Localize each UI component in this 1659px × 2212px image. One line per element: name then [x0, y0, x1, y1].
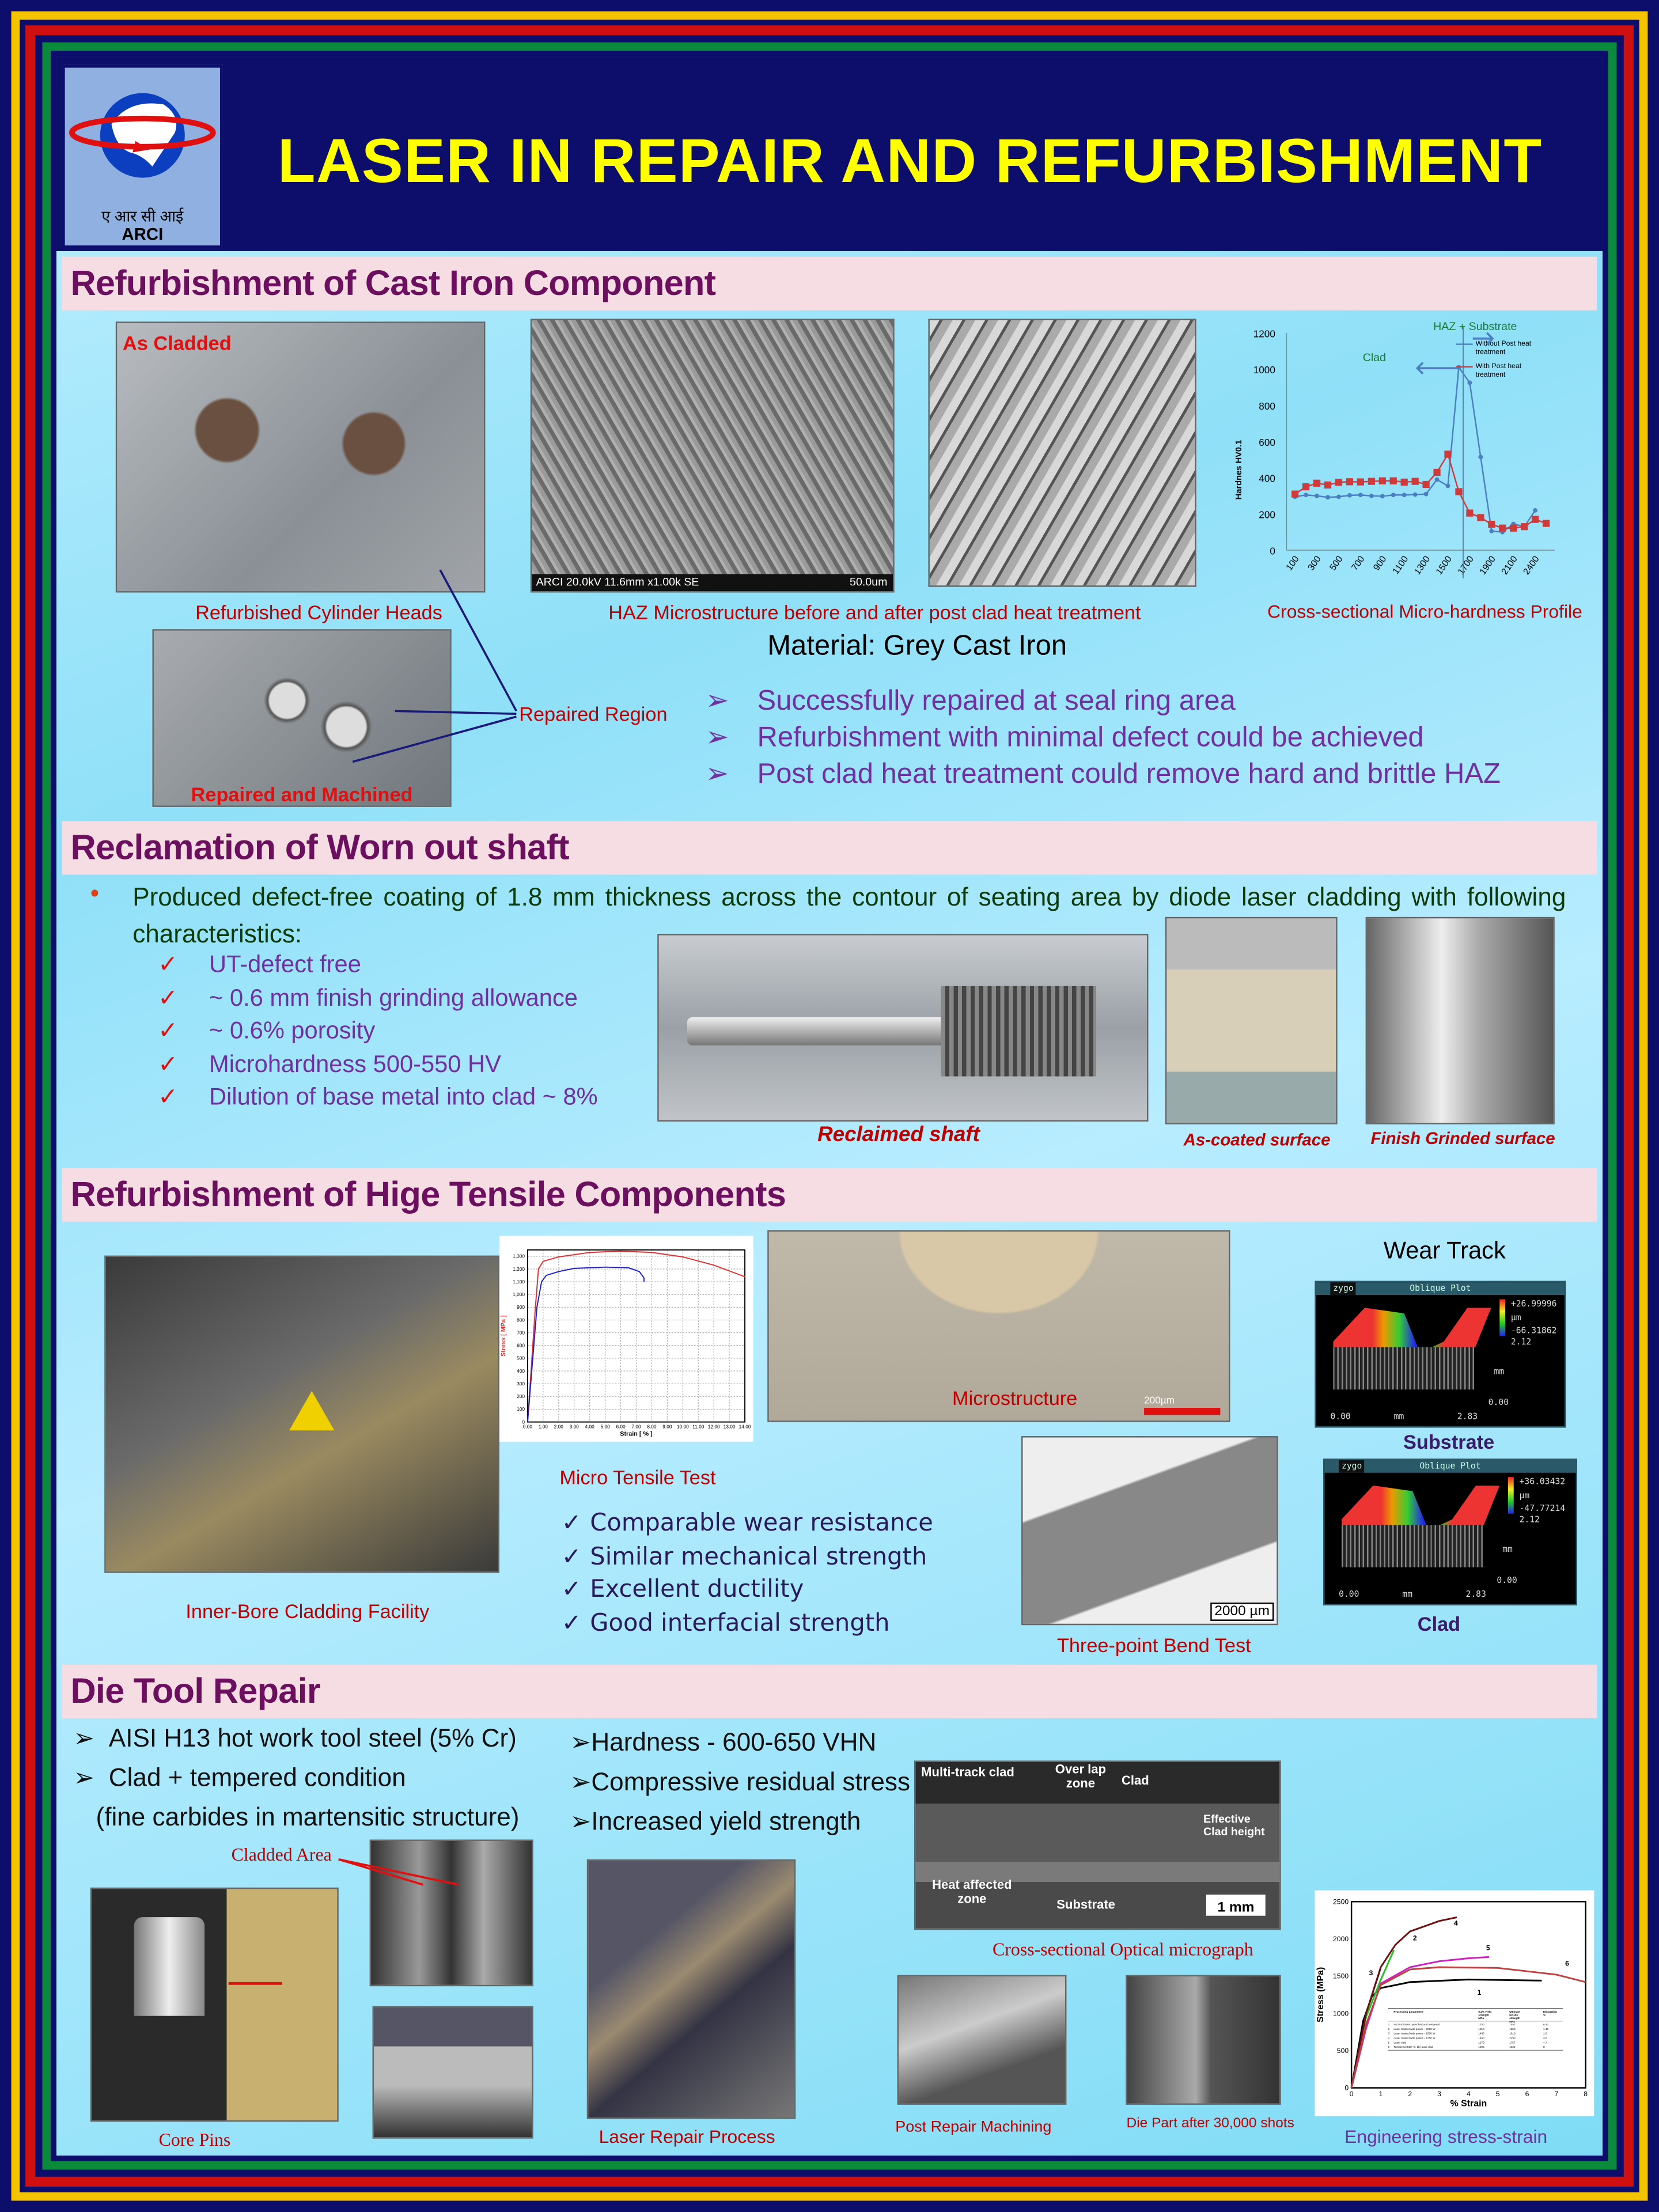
page-title: LASER IN REPAIR AND REFURBISHMENT [277, 127, 1543, 196]
table-cell: 5 [1388, 2041, 1390, 2044]
check-icon: ✓ [561, 1575, 582, 1604]
check-text: ~ 0.6% porosity [209, 1017, 376, 1044]
hardness-profile-chart [1230, 316, 1592, 593]
data-point [1291, 491, 1298, 498]
series-line-4 [1351, 1917, 1457, 2088]
check-icon: ✓ [158, 950, 179, 978]
globe-icon [65, 68, 220, 209]
zygo-unit: µm [1510, 1313, 1521, 1324]
check-icon: ✓ [158, 984, 179, 1011]
table-cell: Tempered (550 °C, 2h) laser clad [1393, 2046, 1433, 2049]
data-point [1413, 493, 1418, 497]
table-cell: 1850 [1509, 2027, 1516, 2031]
zygo-title-bar [1325, 1460, 1576, 1473]
caption-as-coated: As-coated surface [1183, 1130, 1331, 1150]
y-tick-label: 400 [1259, 472, 1275, 484]
table-cell: 1.45 [1543, 2027, 1549, 2031]
post-repair-photo [897, 1975, 1067, 2105]
section-heading-cast-iron: Refurbishment of Cast Iron Component [62, 257, 1597, 310]
data-point [1422, 481, 1429, 488]
cladded-area-label: Cladded Area [231, 1843, 332, 1865]
check-text: Similar mechanical strength [590, 1542, 927, 1571]
caption-inner-bore: Inner-Bore Cladding Facility [185, 1600, 430, 1623]
x-tick-label: 8.00 [647, 1423, 657, 1430]
finish-grinded-photo [1366, 917, 1555, 1124]
x-tick-label: 6 [1525, 2090, 1529, 2099]
x-tick-label: 7.00 [631, 1423, 641, 1430]
data-point [1543, 520, 1550, 527]
check-item [562, 1576, 804, 1604]
check-item [158, 1084, 597, 1112]
y-tick-label: 1,300 [513, 1253, 525, 1259]
check-text: UT-defect free [209, 950, 361, 978]
optical-micrograph-die [914, 1760, 1281, 1930]
x-tick-label: 0.00 [522, 1423, 533, 1430]
data-point [1358, 493, 1363, 497]
table-header: Elongation % [1543, 2010, 1558, 2017]
curve-label: 6 [1565, 1959, 1569, 1968]
zygo-title-bar [1316, 1282, 1565, 1295]
y-tick-label: 0 [1270, 545, 1275, 557]
check-item [158, 951, 361, 979]
zygo-brand: zygo [1339, 1460, 1365, 1473]
data-point [1357, 478, 1364, 485]
y-tick-label: 800 [517, 1317, 525, 1323]
arci-logo [62, 65, 223, 248]
table-cell: 1 [1388, 2022, 1390, 2026]
data-point [1402, 493, 1407, 497]
x-tick-label: 500 [1328, 554, 1345, 573]
y-tick-label: 1,100 [513, 1278, 525, 1285]
x-tick-label: 7 [1554, 2090, 1559, 2099]
x-tick-label: 1500 [1434, 554, 1455, 577]
data-point [1324, 482, 1331, 488]
label-effective-height: Effective Clad height [1203, 1812, 1265, 1839]
data-point [1477, 514, 1484, 521]
bullet-2: ➢ Refurbishment with minimal defect could be achieved [705, 722, 1424, 753]
label-haz: Heat affected zone [932, 1877, 1012, 1906]
sem-info: ARCI 20.0kV 11.6mm x1.00k SE [536, 575, 699, 589]
zygo-oblique-plot [1323, 1459, 1577, 1605]
left-bullet-1: ➢ AISI H13 hot work tool steel (5% Cr) [73, 1724, 517, 1752]
section-heading-tensile: Refurbishment of Hige Tensile Components [62, 1168, 1597, 1222]
as-coated-surface-photo [1165, 917, 1338, 1124]
x-tick-label: 300 [1306, 554, 1323, 573]
check-text: Comparable wear resistance [590, 1509, 933, 1538]
check-icon: ✓ [158, 1083, 179, 1111]
table-cell: 1460 [1478, 2036, 1484, 2040]
check-icon: ✓ [561, 1609, 582, 1638]
label-overlap: Over lap zone [1055, 1762, 1107, 1790]
y-tick-label: 600 [517, 1342, 525, 1349]
curve-label: 2 [1412, 1934, 1417, 1942]
data-point [1412, 478, 1419, 485]
y-tick-label: 0 [522, 1419, 525, 1425]
caption-core-pins: Core Pins [158, 2128, 231, 2150]
table-cell: 4.7 [1543, 2041, 1547, 2044]
bullet-dot: • [90, 878, 100, 907]
table-cell: 1.0 [1543, 2032, 1547, 2035]
x-tick-label: 4 [1466, 2090, 1471, 2099]
data-point [1368, 478, 1375, 485]
check-text: Excellent ductility [590, 1575, 804, 1604]
x-tick-label: 100 [1284, 554, 1301, 573]
x-tick-label: 1700 [1456, 554, 1476, 577]
bend-scale: 2000 µm [1210, 1603, 1274, 1621]
shaft-description: Produced defect-free coating of 1.8 mm thickness across the contour of seating area by diode laser cladding with following characteristics: [132, 883, 1566, 948]
wear-track-title: Wear Track [1383, 1237, 1506, 1264]
check-icon: ✓ [561, 1542, 582, 1571]
y-tick-label: 2000 [1333, 1934, 1349, 1943]
data-point [1489, 529, 1494, 533]
x-tick-label: 12.00 [707, 1423, 720, 1430]
x-tick-label: 5 [1495, 2090, 1500, 2099]
data-point [1521, 523, 1528, 530]
micro-tensile-chart [499, 1236, 753, 1442]
zygo-x1: 2.83 [1457, 1412, 1478, 1422]
zygo-y0: 0.00 [1497, 1575, 1517, 1586]
zygo-x0: 0.00 [1330, 1412, 1351, 1422]
caption-die-part: Die Part after 30,000 shots [1126, 2116, 1294, 2132]
zygo-unit: µm [1519, 1491, 1530, 1501]
y-tick-label: 0 [1344, 2084, 1349, 2092]
data-point [1315, 494, 1319, 498]
y-tick-label: 200 [517, 1393, 525, 1400]
x-tick-label: 1.00 [538, 1423, 548, 1430]
y-tick-label: 600 [1259, 436, 1275, 448]
cylinder-heads-photo [116, 321, 486, 592]
check-item [562, 1609, 890, 1637]
reclaimed-shaft-photo [657, 934, 1148, 1122]
zygo-y0: 0.00 [1488, 1397, 1509, 1408]
bullet-3: ➢ Post clad heat treatment could remove hard and brittle HAZ [705, 759, 1501, 790]
caption-stress-strain: Engineering stress-strain [1344, 2126, 1548, 2147]
table-cell: Laser treated with power – 1500 W [1393, 2032, 1435, 2035]
y-tick-label: 900 [517, 1304, 525, 1310]
table-cell: 4 [1388, 2036, 1390, 2040]
scale-bar: 1 mm [1206, 1895, 1266, 1916]
data-point [1391, 493, 1396, 497]
table-cell: 1296 [1478, 2046, 1484, 2049]
table-cell: Laser clad [1393, 2041, 1406, 2044]
data-point [1488, 521, 1495, 528]
zygo-x0: 0.00 [1339, 1590, 1359, 1600]
zygo-brand: zygo [1330, 1282, 1356, 1295]
repaired-region-label: Repaired Region [519, 702, 668, 725]
caption-micro-tensile: Micro Tensile Test [559, 1465, 716, 1488]
y-tick-label: 1500 [1333, 1972, 1349, 1980]
logo-hindi: ए आर सी आई [101, 209, 184, 226]
y-tick-label: 1200 [1253, 328, 1275, 340]
curve-label: 4 [1453, 1919, 1458, 1927]
y-axis-label: Stress (MPa) [1316, 1967, 1326, 2023]
mid-bullet-1: ➢Hardness - 600-650 VHN [570, 1728, 877, 1756]
stress-strain-chart [1315, 1891, 1594, 2116]
x-tick-label: 2 [1408, 2090, 1412, 2099]
series-line [1295, 454, 1546, 528]
zygo-min: -47.77214 [1519, 1503, 1566, 1514]
check-item [158, 984, 578, 1012]
series-line [1295, 368, 1535, 532]
check-item [158, 1050, 501, 1078]
micro-scale: 200µm [1144, 1396, 1175, 1407]
y-tick-label: 700 [517, 1330, 525, 1336]
laser-warning-icon [289, 1391, 334, 1431]
y-tick-label: 500 [517, 1355, 525, 1361]
check-item [562, 1543, 927, 1571]
y-axis-label: Stress [ MPa ] [499, 1315, 507, 1357]
table-header: Ultimate tensile strength MPa [1509, 2010, 1520, 2023]
zygo-max: +36.03432 [1519, 1477, 1566, 1487]
data-point [1466, 510, 1473, 517]
table-cell: 1757 [1509, 2041, 1516, 2044]
label-clad: Clad [1121, 1773, 1149, 1787]
check-text: ~ 0.6 mm finish grinding allowance [209, 984, 578, 1011]
optical-micrograph-photo [928, 319, 1196, 586]
substrate-label: Substrate [1403, 1430, 1495, 1453]
y-tick-label: 1,000 [513, 1291, 525, 1298]
x-tick-label: 8 [1584, 2090, 1588, 2099]
section-heading-die-tool: Die Tool Repair [62, 1665, 1597, 1718]
left-subtext: (fine carbides in martensitic structure) [96, 1802, 520, 1831]
color-scale [1499, 1300, 1505, 1336]
label-substrate: Substrate [1056, 1897, 1115, 1912]
data-point [1499, 525, 1506, 532]
microstructure-photo [767, 1230, 1230, 1422]
legend-label-cont: treatment [1475, 370, 1506, 378]
x-tick-label: 2.00 [554, 1423, 563, 1430]
inner-bore-cladding-photo [104, 1256, 499, 1573]
table-cell: 1622 [1509, 2046, 1516, 2049]
table-cell: Laser treated with power – 1250 W [1393, 2036, 1435, 2040]
check-text: Good interfacial strength [590, 1609, 890, 1638]
mid-bullet-2: ➢Compressive residual stress [570, 1767, 911, 1796]
zygo-depth: 2.12 [1510, 1337, 1532, 1347]
data-point [1304, 493, 1308, 497]
zygo-y-unit: mm [1494, 1367, 1505, 1377]
data-point [1467, 380, 1472, 385]
x-tick-label: 900 [1372, 554, 1389, 573]
x-tick-label: 2400 [1521, 554, 1541, 577]
y-axis-label: Hardnes HV0.1 [1234, 440, 1244, 500]
table-cell: H13 tool steel quenched and tempered [1393, 2022, 1440, 2026]
clad-label: Clad [1417, 1612, 1461, 1635]
x-axis-label: Strain [ % ] [620, 1430, 653, 1438]
zygo-max: +26.99996 [1510, 1299, 1557, 1309]
x-tick-label: 13.00 [723, 1423, 736, 1430]
zygo-title: Oblique Plot [1419, 1461, 1481, 1472]
y-tick-label: 500 [1336, 2046, 1349, 2055]
x-tick-label: 1 [1378, 2090, 1383, 2099]
x-tick-label: 5.00 [600, 1423, 610, 1430]
table-cell: 1480 [1478, 2032, 1484, 2035]
arrow-left-icon [1417, 362, 1459, 374]
zygo-x1: 2.83 [1465, 1590, 1486, 1600]
check-item [562, 1509, 933, 1537]
y-tick-label: 1,200 [513, 1266, 525, 1272]
as-cladded-label: As Cladded [123, 331, 232, 354]
series-line-6 [1351, 1967, 1586, 2088]
table-cell: 3.6 [1543, 2036, 1547, 2040]
x-tick-label: 0 [1349, 2090, 1354, 2099]
caption-cylinder-heads: Refurbished Cylinder Heads [195, 601, 442, 624]
x-tick-label: 9.00 [662, 1423, 672, 1430]
label-multi-track: Multi-track clad [921, 1764, 1014, 1779]
mid-bullet-3: ➢Increased yield strength [570, 1807, 861, 1836]
data-point [1379, 478, 1386, 484]
y-tick-label: 2500 [1333, 1897, 1349, 1906]
laser-repair-photo [587, 1859, 796, 2119]
left-bullet-2: ➢ Clad + tempered condition [73, 1763, 406, 1792]
x-tick-label: 10.00 [676, 1423, 689, 1430]
x-tick-label: 700 [1350, 554, 1367, 573]
data-point [1369, 494, 1374, 498]
microstructure-label: Microstructure [952, 1387, 1078, 1410]
table-cell: 1310 [1478, 2027, 1484, 2031]
legend-label: With Post heat [1475, 362, 1522, 370]
zygo-title: Oblique Plot [1410, 1283, 1471, 1294]
check-icon: ✓ [158, 1017, 179, 1044]
die-part-photo [1126, 1975, 1281, 2105]
check-icon: ✓ [561, 1509, 582, 1538]
y-tick-label: 200 [1259, 509, 1275, 521]
bend-test-photo [1021, 1436, 1278, 1625]
logo-name: ARCI [122, 224, 164, 244]
bullet-1: ➢ Successfully repaired at seal ring area [705, 685, 1236, 717]
x-tick-label: 11.00 [692, 1423, 704, 1430]
data-point [1390, 478, 1397, 484]
table-cell: 8 [1543, 2046, 1545, 2049]
annotation-clad: Clad [1362, 351, 1386, 364]
cladded-area-arrows [211, 1848, 465, 2003]
y-tick-label: 400 [517, 1368, 525, 1374]
caption-hardness-profile: Cross-sectional Micro-hardness Profile [1267, 601, 1582, 623]
table-cell: 6.50 [1543, 2022, 1549, 2026]
data-point [1313, 480, 1320, 487]
table-cell: 3 [1388, 2032, 1390, 2035]
zygo-y-unit: mm [1502, 1544, 1513, 1555]
x-tick-label: 1300 [1412, 554, 1433, 577]
curve-label: 5 [1486, 1944, 1490, 1952]
caption-laser-repair: Laser Repair Process [599, 2126, 775, 2147]
color-scale [1508, 1477, 1514, 1514]
x-tick-label: 1900 [1478, 554, 1498, 577]
caption-reclaimed-shaft: Reclaimed shaft [817, 1123, 980, 1147]
x-tick-label: 4.00 [585, 1423, 594, 1430]
surface-walls [1342, 1525, 1483, 1567]
data-point [1336, 494, 1341, 499]
data-point [1446, 484, 1450, 488]
data-point [1433, 469, 1440, 476]
sem-micrograph-photo [531, 319, 895, 592]
table-cell: 6 [1388, 2046, 1390, 2049]
data-point [1346, 478, 1353, 485]
check-icon: ✓ [158, 1050, 179, 1077]
table-cell: 1379 [1478, 2041, 1484, 2044]
caption-finish-grinded: Finish Grinded surface [1370, 1128, 1555, 1149]
pin-closeup-photo [373, 2006, 533, 2138]
material-label: Material: Grey Cast Iron [767, 630, 1067, 662]
caption-post-repair: Post Repair Machining [895, 2119, 1052, 2136]
annotation-haz: HAZ + Substrate [1433, 320, 1517, 334]
table-header: 0.2% Yield strength MPa [1478, 2010, 1492, 2020]
x-tick-label: 1100 [1391, 554, 1411, 577]
y-tick-label: 1000 [1333, 2009, 1349, 2018]
x-axis-label: % Strain [1450, 2099, 1487, 2109]
data-point [1455, 488, 1462, 495]
zygo-x-unit: mm [1402, 1590, 1413, 1600]
x-tick-label: 6.00 [616, 1423, 626, 1430]
check-text: Microhardness 500-550 HV [209, 1050, 501, 1077]
data-point [1424, 492, 1429, 497]
table-cell: 1610 [1509, 2032, 1516, 2035]
zygo-oblique-plot [1315, 1281, 1566, 1428]
data-point [1435, 478, 1440, 482]
table-cell: 1230 [1478, 2022, 1484, 2026]
table-header: Processing parameters [1393, 2010, 1423, 2013]
curve-label: 1 [1477, 1988, 1482, 1997]
table-cell: 2 [1388, 2027, 1390, 2031]
data-point [1478, 454, 1483, 459]
data-point [1533, 508, 1537, 513]
series-line-blue [528, 1267, 644, 1422]
repaired-region-arrows [339, 565, 536, 776]
curve-label: 3 [1369, 1969, 1373, 1978]
table-cell: 1457 [1509, 2022, 1516, 2026]
y-tick-label: 300 [517, 1380, 525, 1387]
caption-bend-test: Three-point Bend Test [1056, 1633, 1251, 1657]
data-point [1335, 479, 1342, 486]
sem-scale: 50.0um [850, 575, 888, 589]
repaired-machined-label: Repaired and Machined [191, 783, 413, 806]
table-cell: Laser treated with power – 2000 W [1393, 2027, 1435, 2031]
data-point [1401, 479, 1408, 486]
section-heading-shaft: Reclamation of Worn out shaft [62, 821, 1597, 874]
x-tick-label: 3 [1437, 2090, 1441, 2099]
zygo-min: -66.31862 [1510, 1326, 1557, 1336]
zygo-x-unit: mm [1393, 1412, 1404, 1422]
data-point [1325, 495, 1330, 499]
x-tick-label: 14.00 [738, 1423, 751, 1430]
check-item [158, 1017, 375, 1046]
data-point [1302, 483, 1309, 490]
zygo-depth: 2.12 [1519, 1515, 1540, 1525]
legend-label-cont: treatment [1475, 347, 1506, 356]
caption-haz: HAZ Microstructure before and after post clad heat treatment [608, 601, 1141, 624]
data-point [1347, 493, 1352, 498]
table-cell: 2290 [1509, 2036, 1516, 2040]
legend-label: Without Post heat [1475, 339, 1532, 348]
surface-walls [1333, 1347, 1474, 1389]
plot-frame [1351, 1902, 1586, 2088]
check-text: Dilution of base metal into clad ~ 8% [209, 1083, 598, 1111]
data-point [1380, 494, 1385, 499]
x-tick-label: 3.00 [569, 1423, 579, 1430]
caption-micrograph: Cross-sectional Optical micrograph [993, 1938, 1253, 1960]
x-tick-label: 2100 [1499, 554, 1520, 577]
y-tick-label: 1000 [1253, 364, 1275, 376]
data-point [1444, 450, 1451, 457]
title-bar [56, 56, 1603, 251]
data-point [1510, 525, 1517, 532]
data-point [1532, 516, 1539, 523]
y-tick-label: 800 [1259, 400, 1275, 412]
y-tick-label: 100 [517, 1406, 525, 1412]
